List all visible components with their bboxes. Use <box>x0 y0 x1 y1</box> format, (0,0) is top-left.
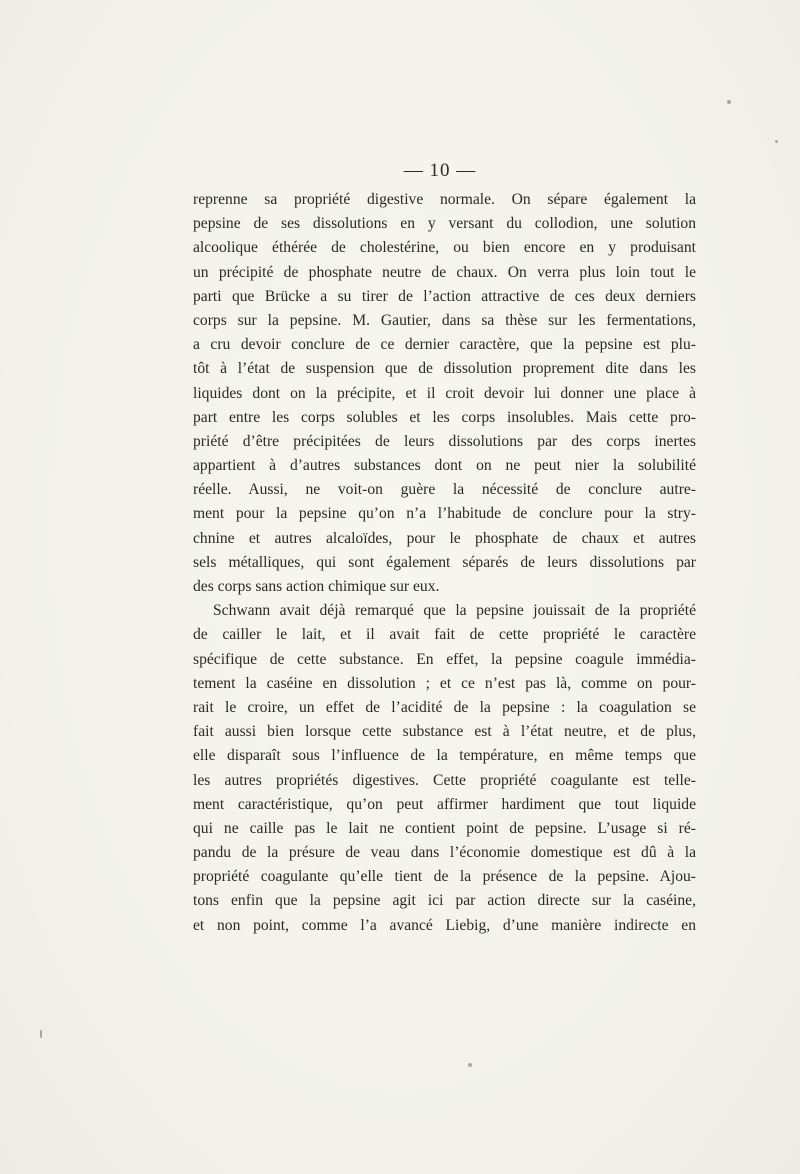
text-line: parti que Brücke a su tirer de l’action attractive de ces deux derniers <box>193 287 696 305</box>
text-line: pepsine de ses dissolutions en y versant du collodion, une solution <box>193 215 696 233</box>
text-line: alcoolique éthérée de cholestérine, ou bien encore en y produisant <box>193 239 696 257</box>
page-number: — 10 — <box>403 160 477 181</box>
text-line: les autres propriétés digestives. Cette propriété coagulante est telle- <box>193 771 696 789</box>
text-line: de cailler le lait, et il avait fait de cette propriété le caractère <box>193 626 696 644</box>
text-line: liquides dont on la précipite, et il croit devoir lui donner une place à <box>193 384 696 402</box>
text-line: a cru devoir conclure de ce dernier caractère, que la pepsine est plu- <box>193 336 696 354</box>
text-line: tons enfin que la pepsine agit ici par action directe sur la caséine, <box>193 892 696 910</box>
text-line: tement la caséine en dissolution ; et ce n’est pas là, comme on pour- <box>193 674 696 692</box>
text-line: appartient à d’autres substances dont on ne peut nier la solubilité <box>193 457 696 475</box>
text-line: elle disparaît sous l’influence de la température, en même temps que <box>193 747 696 765</box>
text-line: pandu de la présure de veau dans l’économie domestique est dû à la <box>193 844 696 862</box>
text-line: et non point, comme l’a avancé Liebig, d’une manière indirecte en <box>193 916 696 934</box>
text-line: réelle. Aussi, ne voit-on guère la nécessité de conclure autre- <box>193 481 696 499</box>
text-line: ment pour la pepsine qu’on n’a l’habitude de conclure pour la stry- <box>193 505 696 523</box>
text-line: rait le croire, un effet de l’acidité de la pepsine : la coagulation se <box>193 698 696 716</box>
text-line: reprenne sa propriété digestive normale. On sépare également la <box>193 191 696 208</box>
text-line: sels métalliques, qui sont également séparés de leurs dissolutions par <box>193 553 696 571</box>
text-line: Schwann avait déjà remarqué que la pepsine jouissait de la propriété <box>213 602 696 620</box>
text-line: des corps sans action chimique sur eux. <box>193 578 440 595</box>
body-text <box>193 188 696 938</box>
text-line: spécifique de cette substance. En effet, la pepsine coagule immédia- <box>193 650 696 668</box>
text-line: un précipité de phosphate neutre de chaux. On verra plus loin tout le <box>193 263 696 281</box>
scan-speck <box>40 1030 42 1038</box>
scan-speck <box>468 1063 472 1067</box>
text-line: propriété coagulante qu’elle tient de la présence de la pepsine. Ajou- <box>193 868 696 886</box>
text-line: tôt à l’état de suspension que de dissolution proprement dite dans les <box>193 360 696 378</box>
text-line: qui ne caille pas le lait ne contient point de pepsine. L’usage si ré- <box>193 819 696 837</box>
text-line: chnine et autres alcaloïdes, pour le phosphate de chaux et autres <box>193 529 696 547</box>
text-line: ment caractéristique, qu’on peut affirmer hardiment que tout liquide <box>193 795 696 813</box>
text-line: priété d’être précipitées de leurs dissolutions par des corps inertes <box>193 432 696 450</box>
scan-speck <box>775 140 778 143</box>
text-line: fait aussi bien lorsque cette substance est à l’état neutre, et de plus, <box>193 723 696 741</box>
text-line: corps sur la pepsine. M. Gautier, dans sa thèse sur les fermentations, <box>193 311 696 329</box>
text-line: part entre les corps solubles et les corps insolubles. Mais cette pro- <box>193 408 696 426</box>
scan-speck <box>727 100 731 104</box>
